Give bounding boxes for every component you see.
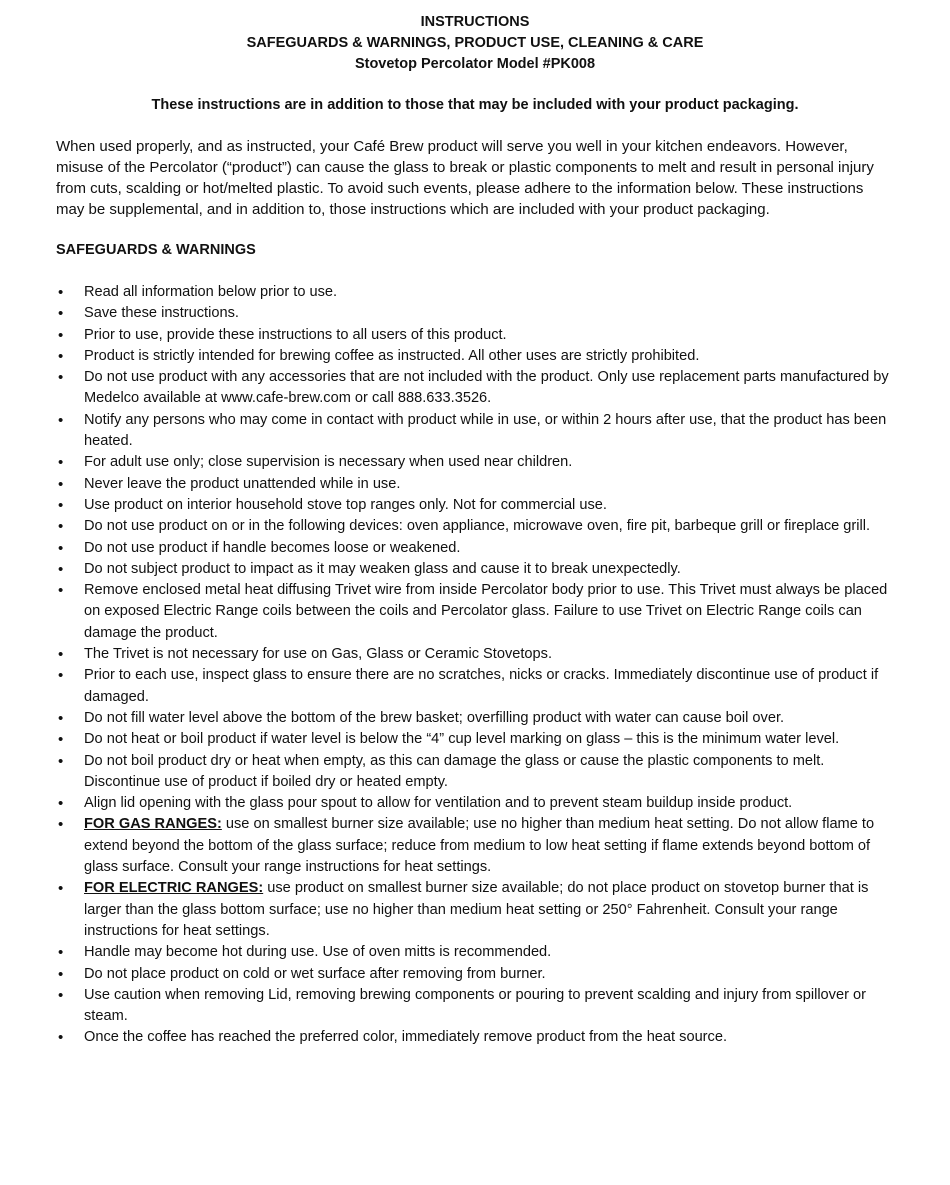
warning-text: Save these instructions. [84, 305, 239, 322]
section-heading-safeguards: SAFEGUARDS & WARNINGS [56, 242, 256, 258]
warning-item [56, 793, 894, 814]
warning-item [56, 580, 894, 644]
warning-text: Align lid opening with the glass pour spout to allow for ventilation and to prevent steam buildup inside product. [84, 795, 793, 812]
bullet-icon: • [58, 326, 64, 344]
bullet-icon: • [58, 880, 64, 898]
warning-text: Use product on interior household stove top ranges only. Not for commercial use. [84, 496, 607, 513]
bullet-icon: • [58, 986, 64, 1004]
bullet-icon: • [58, 965, 64, 983]
warning-text: use on smallest burner size available; use no higher than medium heat setting. Do not allow flame to extend beyond the bottom of the glass surface; reduce from medium to low heat setting if flame extends beyond bottom of glass surface. Consult your range instructions for heat settings. [84, 816, 875, 876]
bullet-icon: • [58, 816, 64, 834]
warning-item [56, 644, 894, 665]
warning-lead: FOR ELECTRIC RANGES: [84, 880, 264, 897]
bullet-icon: • [58, 454, 64, 472]
warning-item [56, 964, 894, 985]
bullet-icon: • [58, 539, 64, 557]
warning-text: Product is strictly intended for brewing coffee as instructed. All other uses are strictly prohibited. [84, 347, 700, 364]
warning-item [56, 410, 894, 453]
bullet-icon: • [58, 560, 64, 578]
warning-text: Do not fill water level above the bottom of the brew basket; overfilling product with water can cause boil over. [84, 709, 785, 726]
warning-text: Read all information below prior to use. [84, 284, 338, 300]
document-title: INSTRUCTIONS [420, 14, 530, 30]
warning-item [56, 538, 894, 559]
warning-text: Use caution when removing Lid, removing brewing components or pouring to prevent scalding and injury from spillover or steam. [84, 986, 866, 1025]
warning-item [56, 878, 894, 942]
warning-text: use product on smallest burner size available; do not place product on stovetop burner that is larger than the glass bottom surface; use no higher than medium heat setting or 250° Fahrenheit. Consult your range instructions for heat settings. [84, 880, 869, 939]
warning-item [56, 559, 894, 580]
bullet-icon: • [58, 731, 64, 749]
bullet-icon: • [58, 284, 64, 301]
warning-text: The Trivet is not necessary for use on Gas, Glass or Ceramic Stovetops. [84, 646, 552, 663]
warning-text: Remove enclosed metal heat diffusing Trivet wire from inside Percolator body prior to use. This Trivet must always be placed on exposed Electric Range coils between the coils and Percolator glass. Failure to use Trivet on Electric Range coils can damage the product. [84, 582, 888, 641]
bullet-icon: • [58, 496, 64, 514]
warning-text: Do not use product if handle becomes loose or weakened. [84, 539, 461, 556]
document-header [56, 12, 894, 75]
bullet-icon: • [58, 667, 64, 685]
bullet-icon: • [58, 347, 64, 365]
warning-item [56, 325, 894, 346]
bullet-icon: • [58, 518, 64, 536]
warning-item [56, 516, 894, 537]
warning-item [56, 665, 894, 708]
bullet-icon: • [58, 646, 64, 664]
warning-item [56, 1027, 894, 1048]
warning-text: For adult use only; close supervision is necessary when used near children. [84, 454, 573, 471]
bullet-icon: • [58, 795, 64, 813]
warning-text: Never leave the product unattended while in use. [84, 475, 401, 492]
bullet-icon: • [58, 369, 64, 387]
bullet-icon: • [58, 305, 64, 323]
bullet-icon: • [58, 752, 64, 770]
warning-text: Do not boil product dry or heat when empty, as this can damage the glass or cause the plastic components to melt. Discontinue use of product if boiled dry or heated empty. [84, 752, 825, 790]
bullet-icon: • [58, 411, 64, 429]
warning-item [56, 346, 894, 367]
bullet-icon: • [58, 944, 64, 962]
warning-item [56, 985, 894, 1028]
warning-item [56, 495, 894, 516]
warning-text: Prior to each use, inspect glass to ensure there are no scratches, nicks or cracks. Immediately discontinue use of product if damaged. [84, 667, 879, 705]
warning-item [56, 474, 894, 495]
model-line: Stovetop Percolator Model #PK008 [354, 56, 596, 72]
warning-item [56, 452, 894, 473]
warning-item [56, 367, 894, 410]
warning-text: Do not use product with any accessories that are not included with the product. Only use replacement parts manufactured by Medelco available at www.cafe-brew.com or call 888.633.3526. [84, 369, 889, 407]
warning-item [56, 708, 894, 729]
warning-item [56, 282, 894, 303]
warning-text: Prior to use, provide these instructions to all users of this product. [84, 326, 507, 343]
bullet-icon: • [58, 582, 64, 600]
warning-item [56, 729, 894, 750]
warning-item [56, 303, 894, 324]
warning-text: Do not use product on or in the following devices: oven appliance, microwave oven, fire pit, barbeque grill or fireplace grill. [84, 518, 871, 535]
warning-text: Do not subject product to impact as it may weaken glass and cause it to break unexpectedly. [84, 560, 681, 577]
warning-item [56, 814, 894, 878]
document-subtitle: SAFEGUARDS & WARNINGS, PRODUCT USE, CLEANING & CARE [246, 35, 704, 51]
bullet-icon: • [58, 709, 64, 727]
bullet-icon: • [58, 1029, 64, 1047]
warning-text: Notify any persons who may come in contact with product while in use, or within 2 hours after use, that the product has been heated. [84, 411, 887, 450]
warning-item [56, 751, 894, 794]
warning-item [56, 942, 894, 963]
bullet-icon: • [58, 475, 64, 493]
warning-text: Do not place product on cold or wet surface after removing from burner. [84, 965, 546, 982]
warnings-list [56, 282, 894, 1049]
warning-text: Once the coffee has reached the preferred color, immediately remove product from the heat source. [84, 1029, 728, 1046]
intro-paragraph: When used properly, and as instructed, your Café Brew product will serve you well in your kitchen endeavors. However, misuse of the Percolator (“product”) can cause the glass to break or plastic components to melt and result in personal injury from cuts, scalding or hot/melted plastic. To avoid such events, please adhere to the information below. These instructions may be supplemental, and in addition to, those instructions which are included with your product packaging. [56, 138, 874, 218]
warning-lead: FOR GAS RANGES: [84, 816, 222, 833]
warning-text: Do not heat or boil product if water level is below the “4” cup level marking on glass – this is the minimum water level. [84, 731, 840, 748]
warning-text: Handle may become hot during use. Use of oven mitts is recommended. [84, 944, 552, 961]
packaging-note: These instructions are in addition to those that may be included with your product packaging. [151, 97, 799, 113]
